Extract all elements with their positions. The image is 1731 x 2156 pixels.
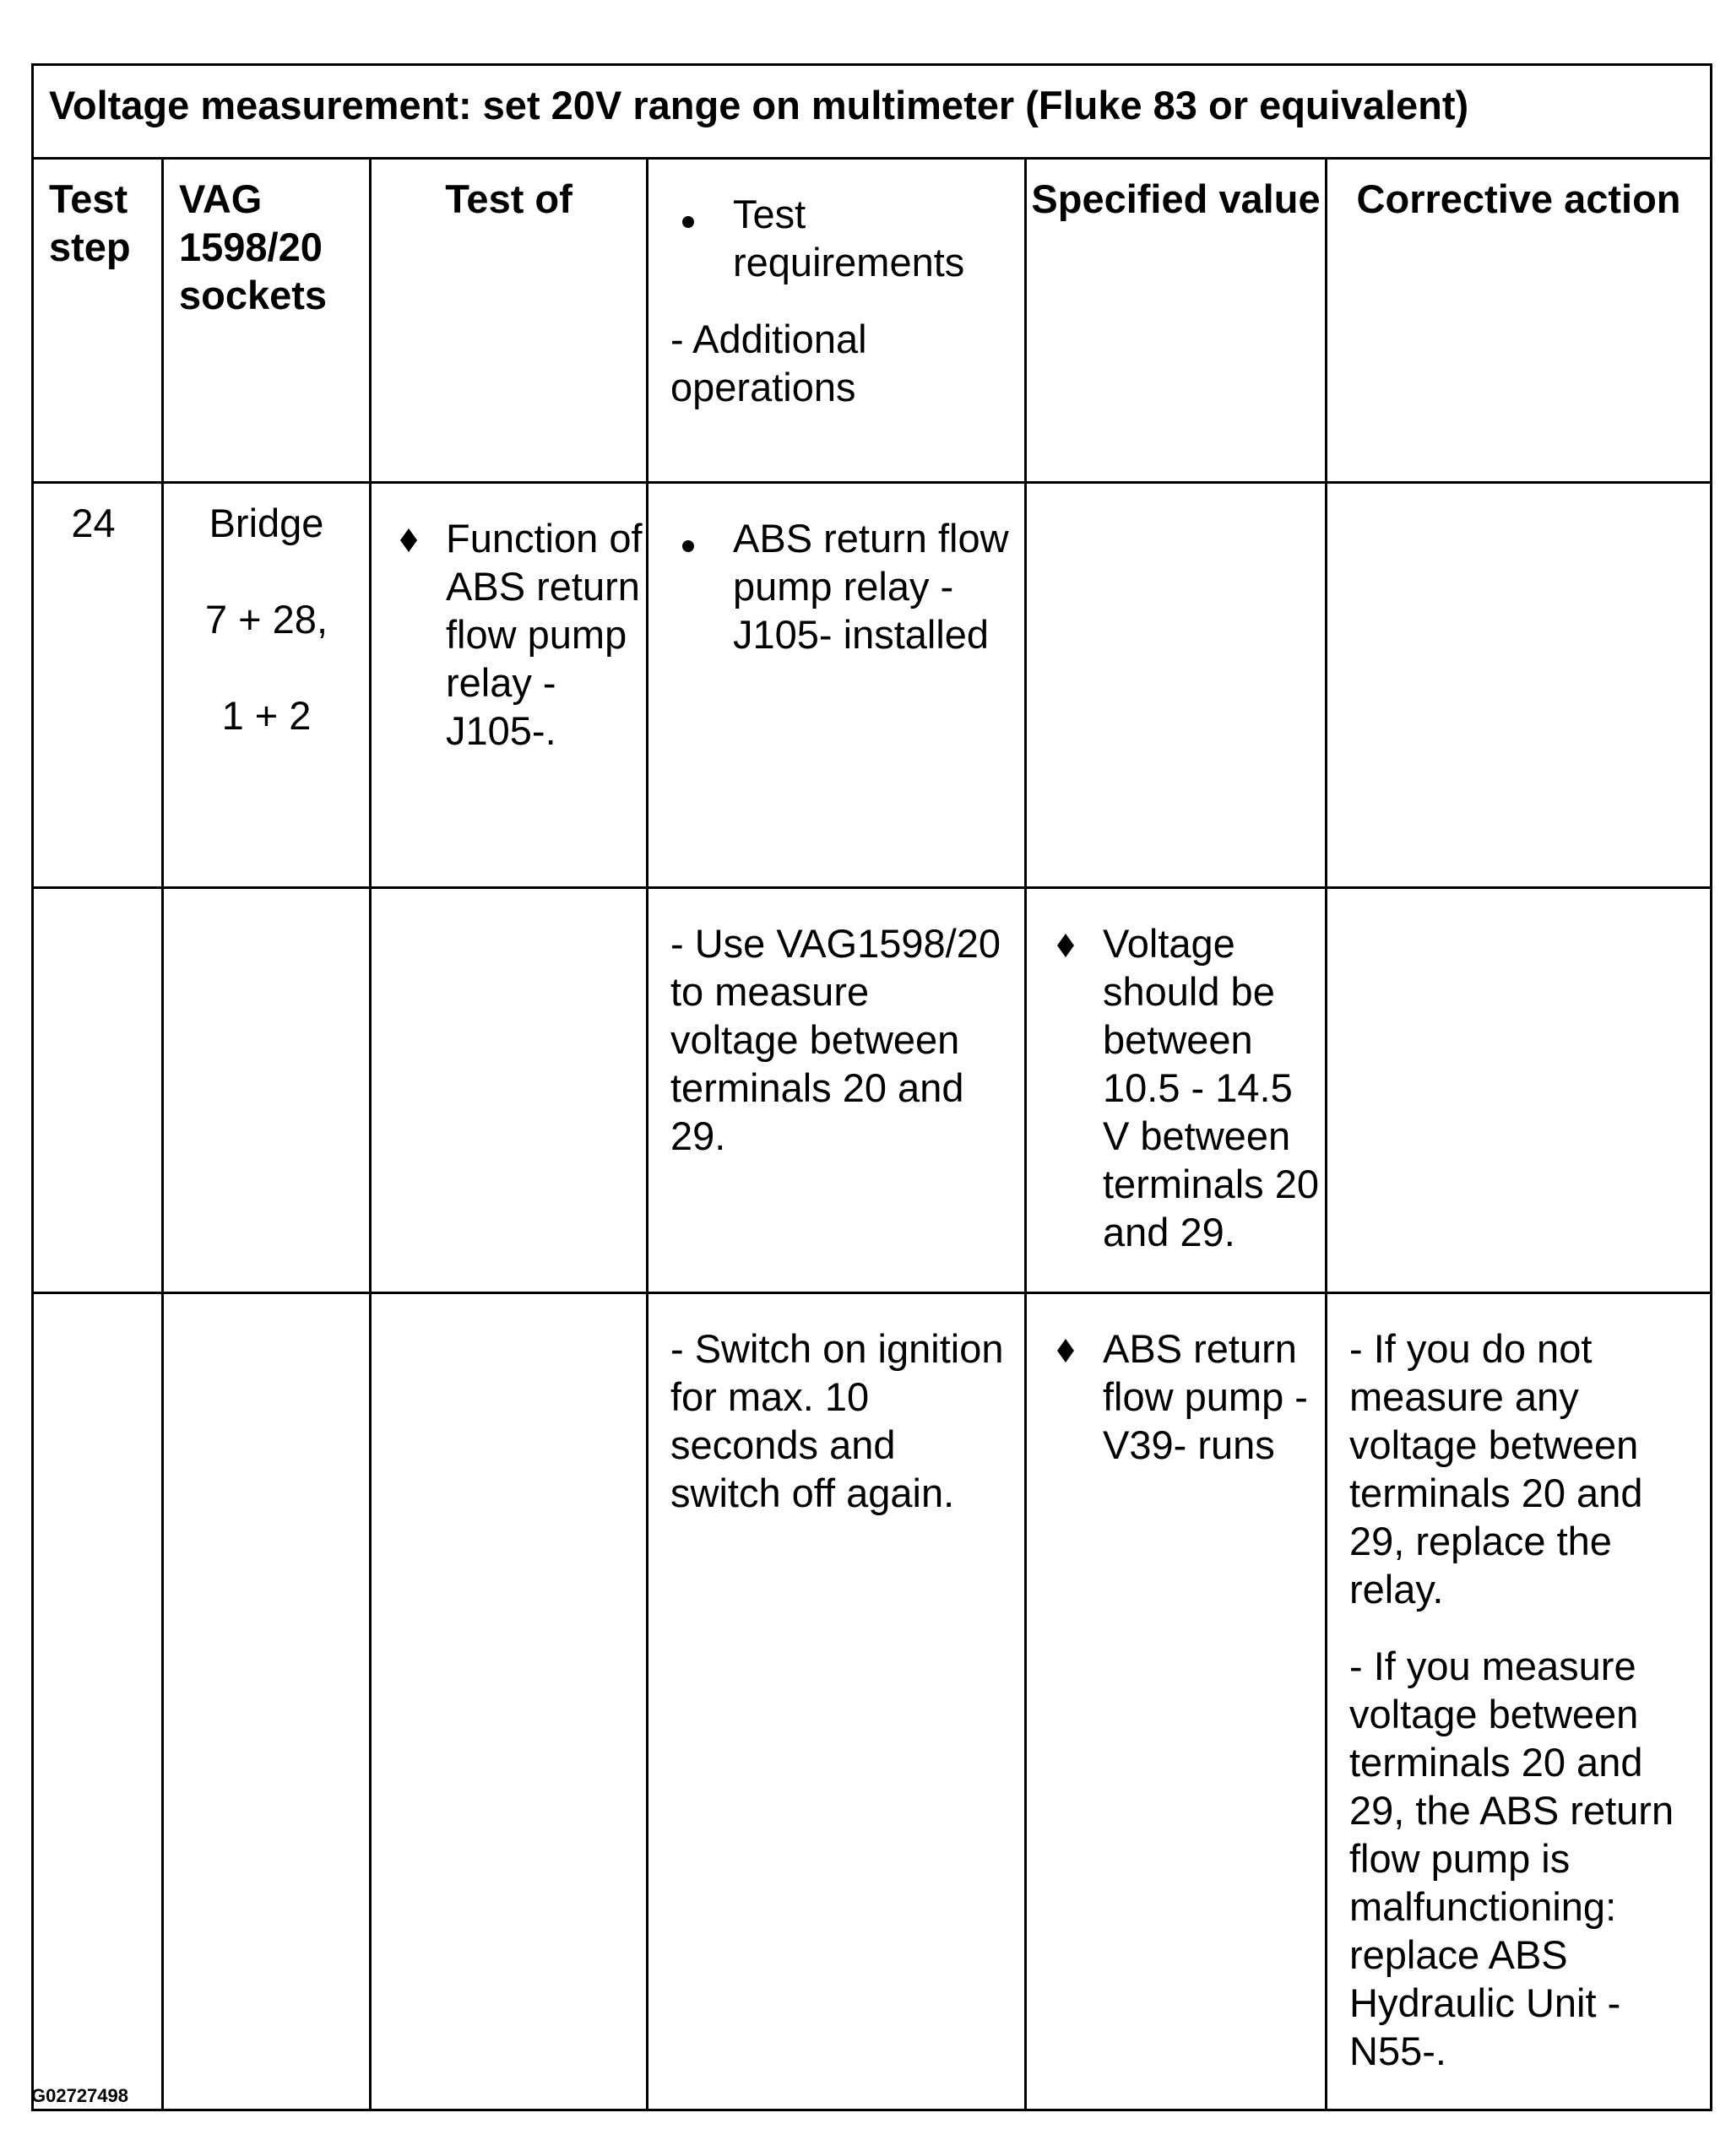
requirements-label: Test requirements <box>733 192 965 284</box>
test-of-cell <box>371 1293 648 2110</box>
round-bullet-icon <box>648 514 733 562</box>
specified-value-text: Voltage should be between 10.5 - 14.5 V between terminals 20 and 29. <box>1103 921 1319 1254</box>
requirement-cell <box>648 483 1026 888</box>
additional-operations-label: - Additional operations <box>670 317 867 409</box>
corrective-action-text: - If you do not measure any voltage between terminals 20 and 29, replace the relay. <box>1349 1326 1643 1612</box>
test-of-cell <box>371 483 648 888</box>
sockets-line: 1 + 2 <box>221 693 312 738</box>
requirement-text: ABS return flow pump relay -J105- installed <box>733 516 1009 657</box>
header-test-step: Test step <box>33 159 163 483</box>
test-step-cell <box>33 888 163 1293</box>
diamond-bullet-icon <box>1027 1324 1103 1373</box>
requirement-text: - Switch on ignition for max. 10 seconds and switch off again. <box>670 1326 1004 1515</box>
header-specified-value: Specified value <box>1026 159 1327 483</box>
corrective-action-cell <box>1327 483 1712 888</box>
corrective-action-cell <box>1327 888 1712 1293</box>
table-row <box>33 888 1712 1293</box>
requirement-text: - Use VAG1598/20 to measure voltage between terminals 20 and 29. <box>670 921 1001 1158</box>
round-bullet-icon <box>670 190 733 238</box>
sockets-line: 7 + 28, <box>204 597 328 642</box>
test-of-text: Function of ABS return flow pump relay -J105-. <box>446 516 643 753</box>
specified-value-cell <box>1026 483 1327 888</box>
test-step-cell <box>33 1293 163 2110</box>
header-corrective-action: Corrective action <box>1327 159 1712 483</box>
voltage-test-table <box>31 63 1712 2111</box>
test-step-cell <box>33 483 163 888</box>
requirement-cell <box>648 1293 1026 2110</box>
requirement-cell <box>648 888 1026 1293</box>
test-step-number: 24 <box>71 501 116 545</box>
header-row <box>33 159 1712 483</box>
header-test-requirements <box>648 159 1026 483</box>
diamond-bullet-icon <box>1027 919 1103 967</box>
header-sockets: VAG 1598/20 sockets <box>163 159 371 483</box>
test-of-cell <box>371 888 648 1293</box>
sockets-line: Bridge <box>209 501 324 545</box>
requirements-bullet <box>670 190 1024 286</box>
figure-id: G02727498 <box>31 2085 128 2106</box>
sockets-cell <box>163 888 371 1293</box>
header-test-of: Test of <box>371 159 648 483</box>
sockets-cell <box>163 1293 371 2110</box>
specified-value-cell <box>1026 888 1327 1293</box>
specified-value-text: ABS return flow pump -V39- runs <box>1103 1326 1308 1467</box>
corrective-action-text: - If you measure voltage between terminals 20 and 29, the ABS return flow pump is malfunctioning: replace ABS Hydraulic Unit -N55-. <box>1349 1644 1674 2073</box>
specified-value-cell <box>1026 1293 1327 2110</box>
table-row <box>33 1293 1712 2110</box>
diamond-bullet-icon <box>372 514 446 562</box>
table-row <box>33 483 1712 888</box>
sockets-cell <box>163 483 371 888</box>
corrective-action-cell <box>1327 1293 1712 2110</box>
table-title: Voltage measurement: set 20V range on multimeter (Fluke 83 or equivalent) <box>33 65 1712 159</box>
